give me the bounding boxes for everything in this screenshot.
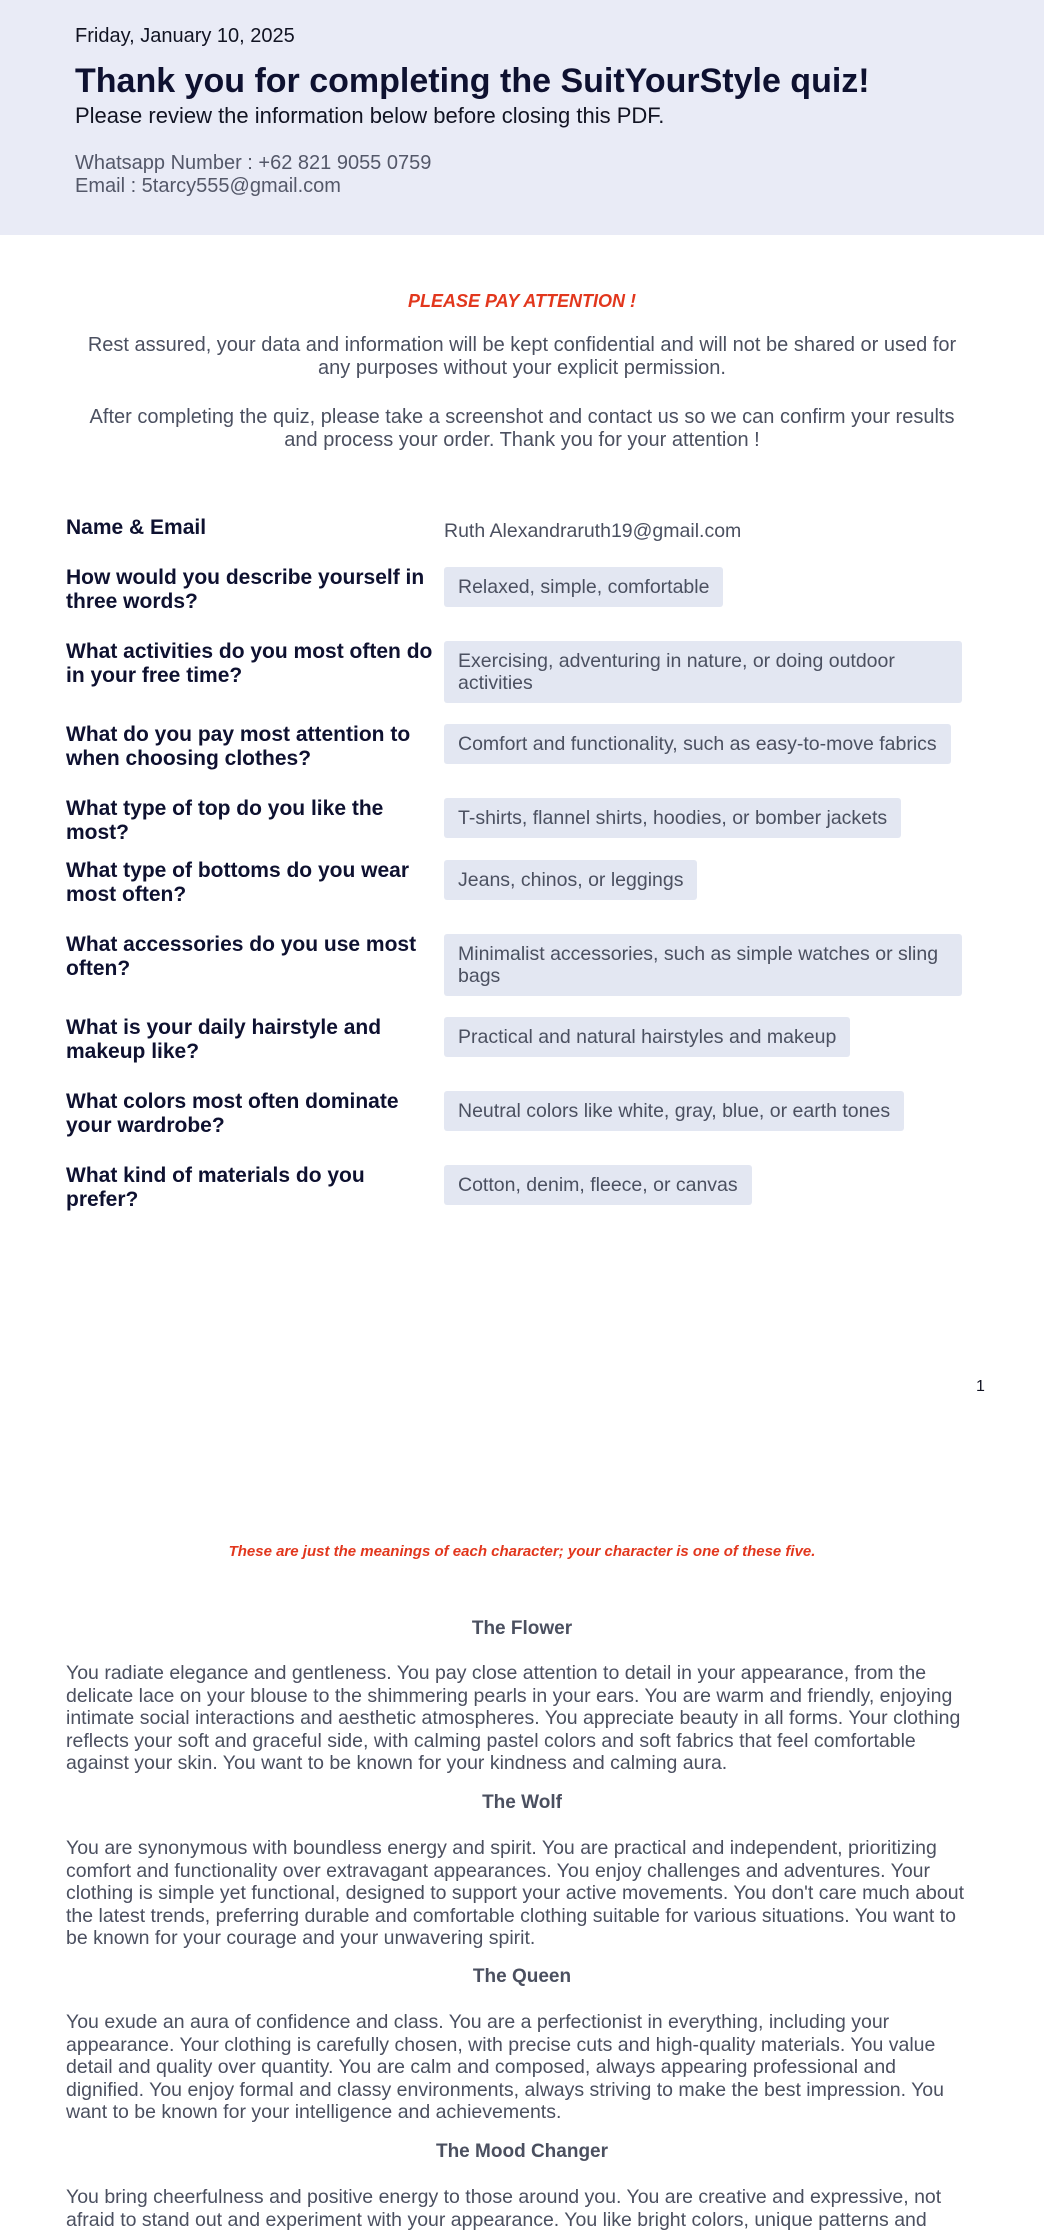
character-title: The Wolf (482, 1792, 562, 1813)
answer-value: Ruth Alexandraruth19@gmail.com (444, 520, 742, 542)
page-subtitle: Please review the information below before closing this PDF. (75, 103, 665, 128)
attention-heading: PLEASE PAY ATTENTION ! (407, 291, 636, 311)
page-title: Thank you for completing the SuitYourStyle quiz! (75, 62, 870, 100)
character-title: The Mood Changer (435, 2141, 609, 2162)
character-title: The Queen (472, 1966, 572, 1987)
character-description: You exude an aura of confidence and class. You are a perfectionist in everything, including your appearance. Your clothing is carefully chosen, with precise cuts and high-quality materials. You value detail and quality over quantity. You are calm and composed, always appearing professional and dignified. You enjoy formal and classy environments, always striving to make the best impression. You want to be known for your intelligence and achievements. (66, 2011, 944, 2123)
email-contact: Email : 5tarcy555@gmail.com (75, 175, 341, 197)
question-label: How would you describe yourself in three words? (66, 566, 425, 613)
question-label: What colors most often dominate your wardrobe? (66, 1090, 399, 1137)
question-label: What kind of materials do you prefer? (66, 1164, 365, 1211)
answer-value: Practical and natural hairstyles and makeup (444, 1017, 850, 1057)
screenshot-instruction: After completing the quiz, please take a screenshot and contact us so we can confirm your results and process your order. Thank you for your attention ! (89, 406, 955, 451)
answer-value: Neutral colors like white, gray, blue, or earth tones (444, 1091, 904, 1131)
answer-value: T-shirts, flannel shirts, hoodies, or bomber jackets (444, 798, 901, 838)
header-banner (0, 0, 1044, 235)
question-label: What accessories do you use most often? (66, 933, 417, 980)
character-description: You radiate elegance and gentleness. You pay close attention to detail in your appearance, from the delicate lace on your blouse to the shimmering pearls in your ears. You are warm and friendly, enjoying intimate social interactions and aesthetic atmospheres. You appreciate beauty in all forms. Your clothing reflects your soft and graceful side, with calming pastel colors and soft fabrics that feel comfortable against your skin. You want to be known for your kindness and calming aura. (66, 1662, 961, 1774)
answer-value: Minimalist accessories, such as simple watches or sling bags (444, 934, 962, 996)
character-description: You are synonymous with boundless energy and spirit. You are practical and independent, prioritizing comfort and functionality over extravagant appearances. You enjoy challenges and adventures. Your clothing is simple yet functional, designed to support your active movements. You don't care much about the latest trends, preferring durable and comfortable clothing suitable for various situations. You want to be known for your courage and your unwavering spirit. (66, 1837, 964, 1949)
answer-value: Relaxed, simple, comfortable (444, 567, 723, 607)
character-title: The Flower (471, 1618, 573, 1639)
answer-value: Cotton, denim, fleece, or canvas (444, 1165, 752, 1205)
answer-value: Comfort and functionality, such as easy-to-move fabrics (444, 724, 951, 764)
page-number: 1 (976, 1378, 985, 1395)
answer-value: Exercising, adventuring in nature, or doing outdoor activities (444, 641, 962, 703)
question-label: Name & Email (66, 516, 207, 539)
confidentiality-notice: Rest assured, your data and information will be kept confidential and will not be shared or used for any purposes without your explicit permission. (87, 334, 957, 379)
character-description: You bring cheerfulness and positive energy to those around you. You are creative and expressive, not afraid to stand out and experiment with your appearance. You like bright colors, unique patterns and (66, 2186, 942, 2231)
question-label: What activities do you most often do in your free time? (66, 640, 433, 687)
question-label: What do you pay most attention to when choosing clothes? (66, 723, 411, 770)
question-label: What type of top do you like the most? (66, 797, 384, 844)
question-label: What is your daily hairstyle and makeup like? (66, 1016, 382, 1063)
question-label: What type of bottoms do you wear most often? (66, 859, 410, 906)
whatsapp-contact: Whatsapp Number : +62 821 9055 0759 (75, 152, 432, 174)
meanings-note: These are just the meanings of each character; your character is one of these five. (228, 1543, 816, 1560)
answer-value: Jeans, chinos, or leggings (444, 860, 697, 900)
date-text: Friday, January 10, 2025 (75, 25, 295, 47)
